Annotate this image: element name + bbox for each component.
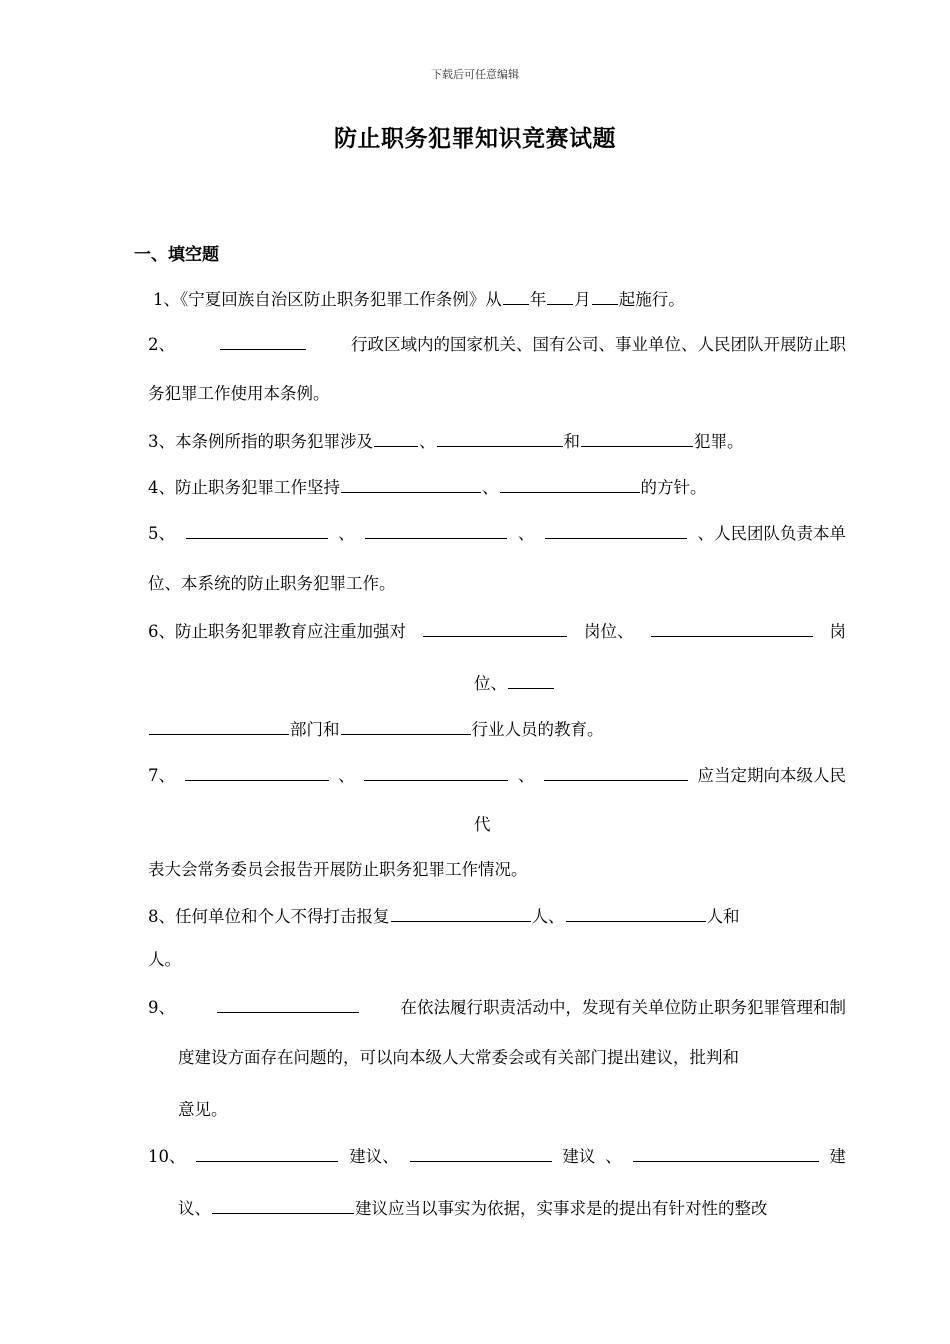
blank-field[interactable] (374, 428, 418, 447)
question-6 (148, 618, 846, 644)
blank-field[interactable] (185, 762, 329, 781)
question-6-continued (148, 716, 604, 742)
blank-field[interactable] (423, 618, 567, 637)
q10-label: 建议、 (349, 1147, 399, 1166)
question-4 (148, 474, 707, 500)
question-8 (148, 903, 740, 929)
question-10-continued (178, 1195, 768, 1221)
question-3 (148, 428, 744, 454)
blank-field[interactable] (437, 428, 563, 447)
section-heading: 一、填空题 (134, 245, 219, 265)
question-9-continued: 度建设方面存在问题的，可以向本级人大常委会或有关部门提出建议，批判和 (178, 1048, 739, 1067)
question-2 (148, 331, 846, 357)
blank-field[interactable] (566, 903, 706, 922)
q3-and: 和 (563, 432, 580, 451)
q7-separator: 、 (338, 766, 355, 785)
q4-end-text: 的方针。 (640, 478, 707, 497)
q5-number: 5、 (148, 524, 175, 543)
q4-separator: 、 (482, 478, 499, 497)
q3-text: 3、本条例所指的职务犯罪涉及 (148, 432, 373, 451)
blank-field[interactable] (544, 762, 688, 781)
blank-field[interactable] (341, 474, 481, 493)
q1-end-text: 起施行。 (618, 290, 685, 309)
question-9-continued: 意见。 (178, 1100, 228, 1119)
blank-field[interactable] (217, 994, 359, 1013)
question-6-continued (474, 670, 555, 696)
blank-field[interactable] (391, 903, 531, 922)
blank-field[interactable] (220, 331, 306, 350)
q8-person-label: 人和 (706, 907, 740, 926)
blank-field[interactable] (500, 474, 640, 493)
q3-end-text: 犯罪。 (694, 432, 744, 451)
question-1 (153, 286, 685, 312)
q9-number: 9、 (148, 998, 175, 1017)
question-10 (148, 1143, 846, 1169)
question-7 (148, 762, 846, 788)
q6-post-label: 岗位、 (584, 622, 634, 641)
q2-text: 行政区域内的国家机关、国有公司、事业单位、人民团队开展防止职 (351, 335, 846, 354)
blank-field[interactable] (581, 428, 693, 447)
blank-field[interactable] (341, 716, 471, 735)
blank-field[interactable] (365, 520, 507, 539)
q8-text: 8、任何单位和个人不得打击报复 (148, 907, 390, 926)
question-7-continued: 代 (474, 815, 491, 834)
question-8-continued: 人。 (148, 950, 181, 969)
blank-field[interactable] (508, 670, 554, 689)
q1-year-label: 年 (529, 290, 547, 309)
q3-separator: 、 (419, 432, 436, 451)
q6-text: 6、防止职务犯罪教育应注重加强对 (148, 622, 406, 641)
q5-separator: 、 (338, 524, 355, 543)
blank-field[interactable] (212, 1195, 354, 1214)
q6-end-text: 行业人员的教育。 (471, 720, 604, 739)
question-2-continued: 务犯罪工作使用本条例。 (148, 384, 330, 403)
q10-separator: 、 (605, 1147, 622, 1166)
q4-text: 4、防止职务犯罪工作坚持 (148, 478, 340, 497)
q5-separator: 、 (517, 524, 535, 543)
q8-person-label: 人、 (531, 907, 565, 926)
q10-number: 10、 (148, 1147, 186, 1166)
blank-field[interactable] (651, 618, 813, 637)
q10-text: 建议应当以事实为依据，实事求是的提出有针对性的整改 (355, 1199, 768, 1218)
q6-post-label: 岗 (829, 622, 846, 641)
page-title: 防止职务犯罪知识竞赛试题 (334, 125, 616, 152)
blank-field[interactable] (503, 286, 529, 305)
page-header: 下载后可任意编辑 (431, 68, 519, 81)
q5-text: 、人民团队负责本单 (697, 524, 846, 543)
q1-text: 1、《宁夏回族自治区防止职务犯罪工作条例》从 (153, 290, 502, 309)
q2-number: 2、 (148, 335, 175, 354)
question-5-continued: 位、本系统的防止职务犯罪工作。 (148, 574, 396, 593)
q10-label: 建 (829, 1147, 846, 1166)
blank-field[interactable] (633, 1143, 819, 1162)
question-5 (148, 520, 846, 546)
blank-field[interactable] (547, 286, 573, 305)
blank-field[interactable] (364, 762, 508, 781)
blank-field[interactable] (149, 716, 289, 735)
blank-field[interactable] (410, 1143, 552, 1162)
question-9 (148, 994, 846, 1020)
blank-field[interactable] (545, 520, 687, 539)
blank-field[interactable] (186, 520, 328, 539)
blank-field[interactable] (592, 286, 618, 305)
q10-label: 议、 (178, 1199, 211, 1218)
q10-label: 建议 (562, 1147, 596, 1166)
q6-dept-label: 部门和 (290, 720, 340, 739)
blank-field[interactable] (196, 1143, 338, 1162)
q7-number: 7、 (148, 766, 175, 785)
q6-post-label: 位、 (474, 674, 507, 693)
q7-separator: 、 (517, 766, 535, 785)
q9-text: 在依法履行职责活动中，发现有关单位防止职务犯罪管理和制 (400, 998, 846, 1017)
q1-month-label: 月 (574, 290, 591, 309)
q7-text: 应当定期向本级人民 (697, 766, 846, 785)
question-7-continued: 表大会常务委员会报告开展防止职务犯罪工作情况。 (148, 860, 528, 879)
